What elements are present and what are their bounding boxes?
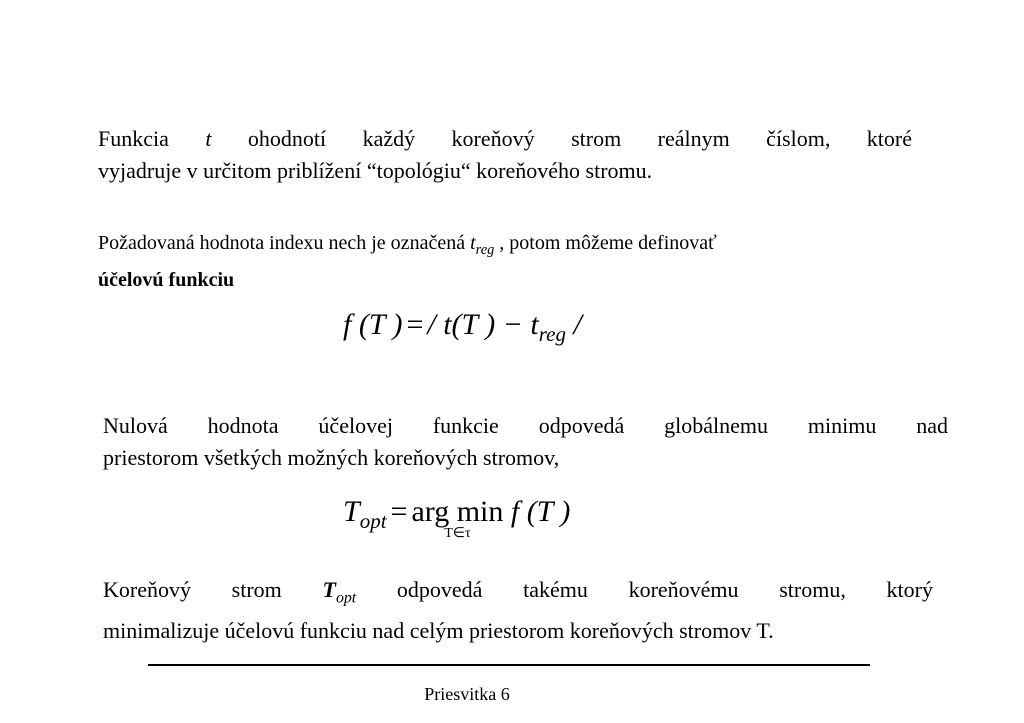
paragraph1-line1: [98, 123, 912, 155]
text-run: odpovedá takému koreňovému stromu, ktorý: [356, 577, 933, 602]
slide-footer: Priesvitka 6: [424, 684, 510, 704]
equation-lhs: T: [343, 495, 360, 528]
paragraph4-line1: [103, 574, 933, 615]
text-run: Požadovaná hodnota indexu nech je označená: [98, 232, 471, 254]
argmin-label: arg min: [411, 495, 504, 528]
text-run: Koreňový strom: [103, 577, 323, 602]
paragraph4-line2: minimalizuje účelovú funkciu nad celým priestorom koreňových stromov T.: [103, 617, 774, 643]
argmin-operator: [411, 495, 504, 541]
paragraph-zero-value: [103, 410, 948, 474]
paragraph-optimal-tree: [103, 574, 933, 647]
equation-rhs: / t(T ) − t: [427, 308, 539, 341]
subscript-opt: opt: [335, 589, 357, 607]
subscript-opt: opt: [359, 509, 387, 534]
equation-objective-function: [343, 308, 582, 347]
subscript-reg: reg: [475, 242, 495, 259]
equation-lhs: f (T ): [343, 308, 403, 341]
bold-term: účelovú funkciu: [98, 269, 235, 292]
paragraph-function-definition: [98, 123, 912, 187]
equation-rhs: f (T ): [510, 495, 571, 528]
equals-sign: =: [390, 495, 408, 528]
text-run: , potom môžeme definovať: [494, 232, 717, 254]
footer-divider: [148, 664, 870, 666]
paragraph3-line2: priestorom všetkých možných koreňových stromov,: [103, 445, 560, 470]
paragraph1-line2: vyjadruje v určitom priblížení “topológiu“ koreňového stromu.: [98, 158, 653, 183]
variable-t: t: [205, 126, 212, 151]
equation-rhs-end: /: [565, 308, 582, 341]
paragraph3-line1: Nulová hodnota účelovej funkcie odpovedá globálnemu minimu nad: [103, 413, 948, 438]
paragraph-target-index: [98, 228, 938, 295]
variable-t: t: [470, 232, 476, 254]
variable-T: T: [322, 577, 336, 602]
text-run: Funkcia: [98, 126, 206, 151]
equals-sign: =: [406, 308, 424, 341]
argmin-underscript: T∈τ: [444, 526, 471, 541]
equation-argmin: [343, 495, 571, 541]
subscript-reg: reg: [538, 322, 566, 347]
text-run: ohodnotí každý koreňový strom reálnym číslom, ktoré: [211, 126, 912, 151]
